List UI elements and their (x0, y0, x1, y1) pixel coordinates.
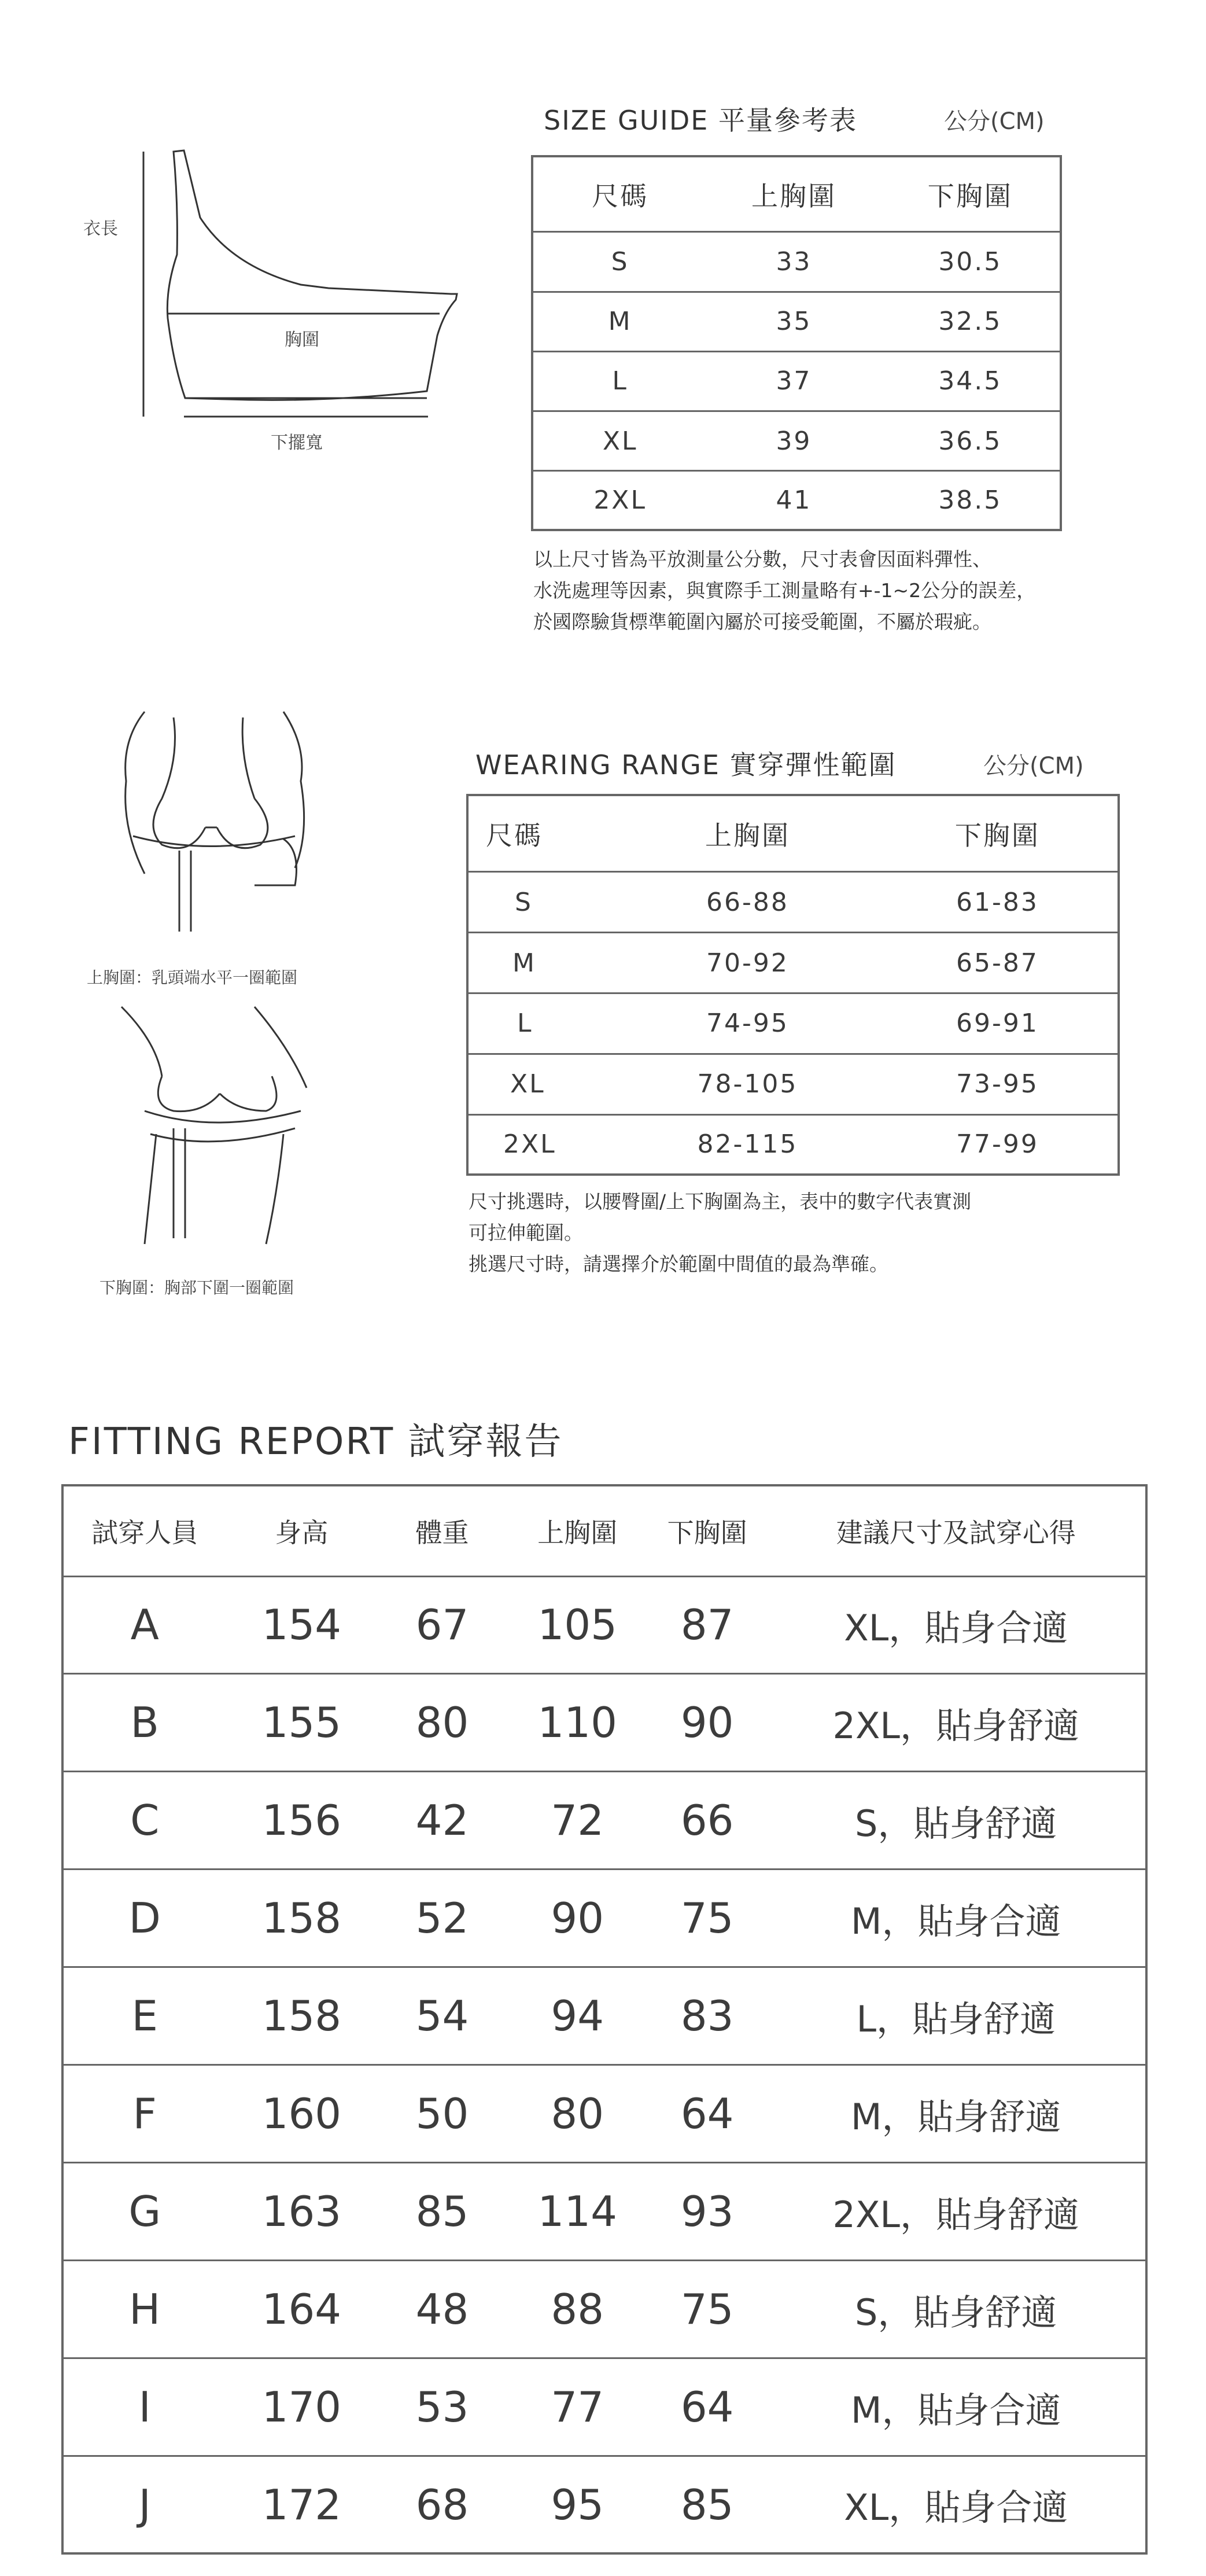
lower-bust-cell: 75 (648, 1870, 767, 1967)
value-cell: 77-99 (877, 1114, 1118, 1173)
height-cell: 154 (226, 1576, 378, 1674)
weight-cell: 54 (377, 1967, 507, 2065)
table-header-row (64, 1486, 1145, 1576)
weight-cell: 52 (377, 1870, 507, 1967)
tester-cell: A (64, 1576, 226, 1674)
tester-cell: F (64, 2065, 226, 2163)
tester-cell: B (64, 1674, 226, 1772)
table-header-row (469, 796, 1118, 872)
size-guide-table (533, 157, 1060, 529)
bust-label: 胸圍 (285, 330, 319, 350)
table-row (64, 1772, 1145, 1870)
header-cell: 下胸圍 (927, 180, 1013, 212)
note-line: 以上尺寸皆為平放測量公分數，尺寸表會因面料彈性、 (533, 548, 991, 571)
tester-cell: D (64, 1870, 226, 1967)
value-cell: 82-115 (618, 1114, 877, 1173)
height-cell: 160 (226, 2065, 378, 2163)
header-cell: 下胸圍 (954, 819, 1040, 851)
table-row (469, 1114, 1118, 1173)
tester-cell: J (64, 2456, 226, 2552)
size-cell: M (533, 292, 707, 351)
size-guide-notes (533, 544, 1035, 638)
tester-cell: I (64, 2358, 226, 2456)
upper-bust-cell: 88 (507, 2261, 648, 2358)
length-label: 衣長 (83, 219, 118, 239)
header-cell: 上胸圍 (705, 819, 790, 851)
height-cell: 164 (226, 2261, 378, 2358)
lower-bust-cell: 75 (648, 2261, 767, 2358)
size-guide-table-frame (531, 155, 1062, 531)
recommendation-cell: S，貼身舒適 (766, 1772, 1145, 1870)
recommendation-cell: S，貼身舒適 (766, 2261, 1145, 2358)
wearing-range-notes (469, 1186, 971, 1280)
table-row (64, 2358, 1145, 2456)
table-row (64, 2065, 1145, 2163)
recommendation-cell: M，貼身合適 (766, 2358, 1145, 2456)
weight-cell: 68 (377, 2456, 507, 2552)
upper-bust-cell: 114 (507, 2163, 648, 2261)
tester-cell: E (64, 1967, 226, 2065)
wearing-range-unit: 公分(CM) (983, 753, 1084, 779)
size-guide-unit: 公分(CM) (944, 108, 1045, 135)
size-cell: S (533, 232, 707, 292)
table-row (64, 1674, 1145, 1772)
weight-cell: 67 (377, 1576, 507, 1674)
table-row (469, 1054, 1118, 1114)
size-cell: XL (533, 411, 707, 470)
tester-cell: C (64, 1772, 226, 1870)
recommendation-cell: 2XL，貼身舒適 (766, 1674, 1145, 1772)
size-cell: L (469, 993, 618, 1054)
lower-bust-cell: 66 (648, 1772, 767, 1870)
recommendation-cell: M，貼身舒適 (766, 2065, 1145, 2163)
table-header-row (533, 157, 1060, 232)
height-cell: 158 (226, 1870, 378, 1967)
size-cell: S (469, 872, 618, 933)
table-row (64, 2261, 1145, 2358)
fitting-report-table (64, 1486, 1145, 2552)
header-cell: 身高 (275, 1517, 329, 1548)
lower-bust-cell: 64 (648, 2065, 767, 2163)
tester-cell: G (64, 2163, 226, 2261)
lower-bust-cell: 85 (648, 2456, 767, 2552)
note-line: 尺寸挑選時，以腰臀圍/上下胸圍為主，表中的數字代表實測 (469, 1190, 972, 1213)
table-row (64, 1870, 1145, 1967)
value-cell: 37 (707, 351, 880, 411)
hem-label: 下擺寬 (271, 433, 323, 453)
header-cell: 下胸圍 (667, 1517, 747, 1548)
value-cell: 30.5 (881, 232, 1060, 292)
table-row (533, 471, 1060, 529)
table-row (64, 1967, 1145, 2065)
height-cell: 156 (226, 1772, 378, 1870)
size-cell: XL (469, 1054, 618, 1114)
note-line: 於國際驗貨標準範圍內屬於可接受範圍，不屬於瑕疵。 (533, 610, 991, 633)
value-cell: 35 (707, 292, 880, 351)
table-row (533, 232, 1060, 292)
fitting-report-title: FITTING REPORT 試穿報告 (68, 1421, 563, 1463)
weight-cell: 42 (377, 1772, 507, 1870)
value-cell: 73-95 (877, 1054, 1118, 1114)
value-cell: 74-95 (618, 993, 877, 1054)
value-cell: 41 (707, 471, 880, 529)
value-cell: 61-83 (877, 872, 1118, 933)
upper-bust-cell: 77 (507, 2358, 648, 2456)
wearing-range-table (469, 796, 1118, 1173)
weight-cell: 48 (377, 2261, 507, 2358)
note-line: 可拉伸範圍。 (469, 1221, 583, 1244)
table-row (64, 2163, 1145, 2261)
lower-bust-cell: 90 (648, 1674, 767, 1772)
value-cell: 38.5 (881, 471, 1060, 529)
height-cell: 170 (226, 2358, 378, 2456)
recommendation-cell: M，貼身合適 (766, 1870, 1145, 1967)
header-cell: 建議尺寸及試穿心得 (836, 1517, 1076, 1548)
header-cell: 尺碼 (592, 180, 649, 212)
value-cell: 32.5 (881, 292, 1060, 351)
upper-bust-cell: 95 (507, 2456, 648, 2552)
lower-bust-drawing (110, 995, 341, 1250)
upper-bust-cell: 110 (507, 1674, 648, 1772)
upper-bust-illustration (110, 712, 341, 943)
weight-cell: 80 (377, 1674, 507, 1772)
value-cell: 33 (707, 232, 880, 292)
weight-cell: 50 (377, 2065, 507, 2163)
value-cell: 69-91 (877, 993, 1118, 1054)
bra-size-diagram (81, 145, 463, 457)
size-cell: M (469, 933, 618, 993)
value-cell: 66-88 (618, 872, 877, 933)
upper-bust-cell: 80 (507, 2065, 648, 2163)
size-cell: L (533, 351, 707, 411)
header-cell: 尺碼 (486, 819, 543, 851)
upper-bust-caption: 上胸圍：乳頭端水平一圈範圍 (87, 968, 298, 987)
table-row (533, 351, 1060, 411)
lower-bust-caption: 下胸圍：胸部下圍一圈範圍 (99, 1278, 294, 1297)
upper-bust-cell: 94 (507, 1967, 648, 2065)
recommendation-cell: XL，貼身合適 (766, 2456, 1145, 2552)
value-cell: 65-87 (877, 933, 1118, 993)
note-line: 水洗處理等因素，與實際手工測量略有+-1~2公分的誤差， (533, 579, 1036, 602)
value-cell: 36.5 (881, 411, 1060, 470)
fitting-report-table-frame (61, 1484, 1148, 2555)
height-cell: 155 (226, 1674, 378, 1772)
value-cell: 34.5 (881, 351, 1060, 411)
value-cell: 78-105 (618, 1054, 877, 1114)
size-cell: 2XL (469, 1114, 618, 1173)
wearing-range-table-frame (466, 794, 1120, 1176)
weight-cell: 85 (377, 2163, 507, 2261)
lower-bust-cell: 93 (648, 2163, 767, 2261)
header-cell: 上胸圍 (537, 1517, 618, 1548)
bra-outline-drawing (81, 145, 463, 457)
table-row (533, 292, 1060, 351)
table-row (64, 2456, 1145, 2552)
table-row (469, 872, 1118, 933)
table-row (469, 993, 1118, 1054)
recommendation-cell: XL，貼身合適 (766, 1576, 1145, 1674)
tester-cell: H (64, 2261, 226, 2358)
wearing-range-title: WEARING RANGE 實穿彈性範圍 (475, 749, 897, 781)
size-cell: 2XL (533, 471, 707, 529)
recommendation-cell: 2XL，貼身舒適 (766, 2163, 1145, 2261)
table-row (533, 411, 1060, 470)
height-cell: 172 (226, 2456, 378, 2552)
upper-bust-drawing (110, 712, 341, 943)
header-cell: 試穿人員 (91, 1517, 198, 1548)
lower-bust-illustration (110, 995, 341, 1250)
table-row (469, 933, 1118, 993)
header-cell: 上胸圍 (751, 180, 836, 212)
header-cell: 體重 (415, 1517, 469, 1548)
size-guide-title: SIZE GUIDE 平量參考表 (544, 105, 857, 136)
upper-bust-cell: 90 (507, 1870, 648, 1967)
weight-cell: 53 (377, 2358, 507, 2456)
value-cell: 39 (707, 411, 880, 470)
value-cell: 70-92 (618, 933, 877, 993)
lower-bust-cell: 87 (648, 1576, 767, 1674)
note-line: 挑選尺寸時，請選擇介於範圍中間值的最為準確。 (469, 1253, 888, 1275)
recommendation-cell: L，貼身舒適 (766, 1967, 1145, 2065)
upper-bust-cell: 105 (507, 1576, 648, 1674)
height-cell: 163 (226, 2163, 378, 2261)
upper-bust-cell: 72 (507, 1772, 648, 1870)
table-row (64, 1576, 1145, 1674)
height-cell: 158 (226, 1967, 378, 2065)
lower-bust-cell: 64 (648, 2358, 767, 2456)
lower-bust-cell: 83 (648, 1967, 767, 2065)
